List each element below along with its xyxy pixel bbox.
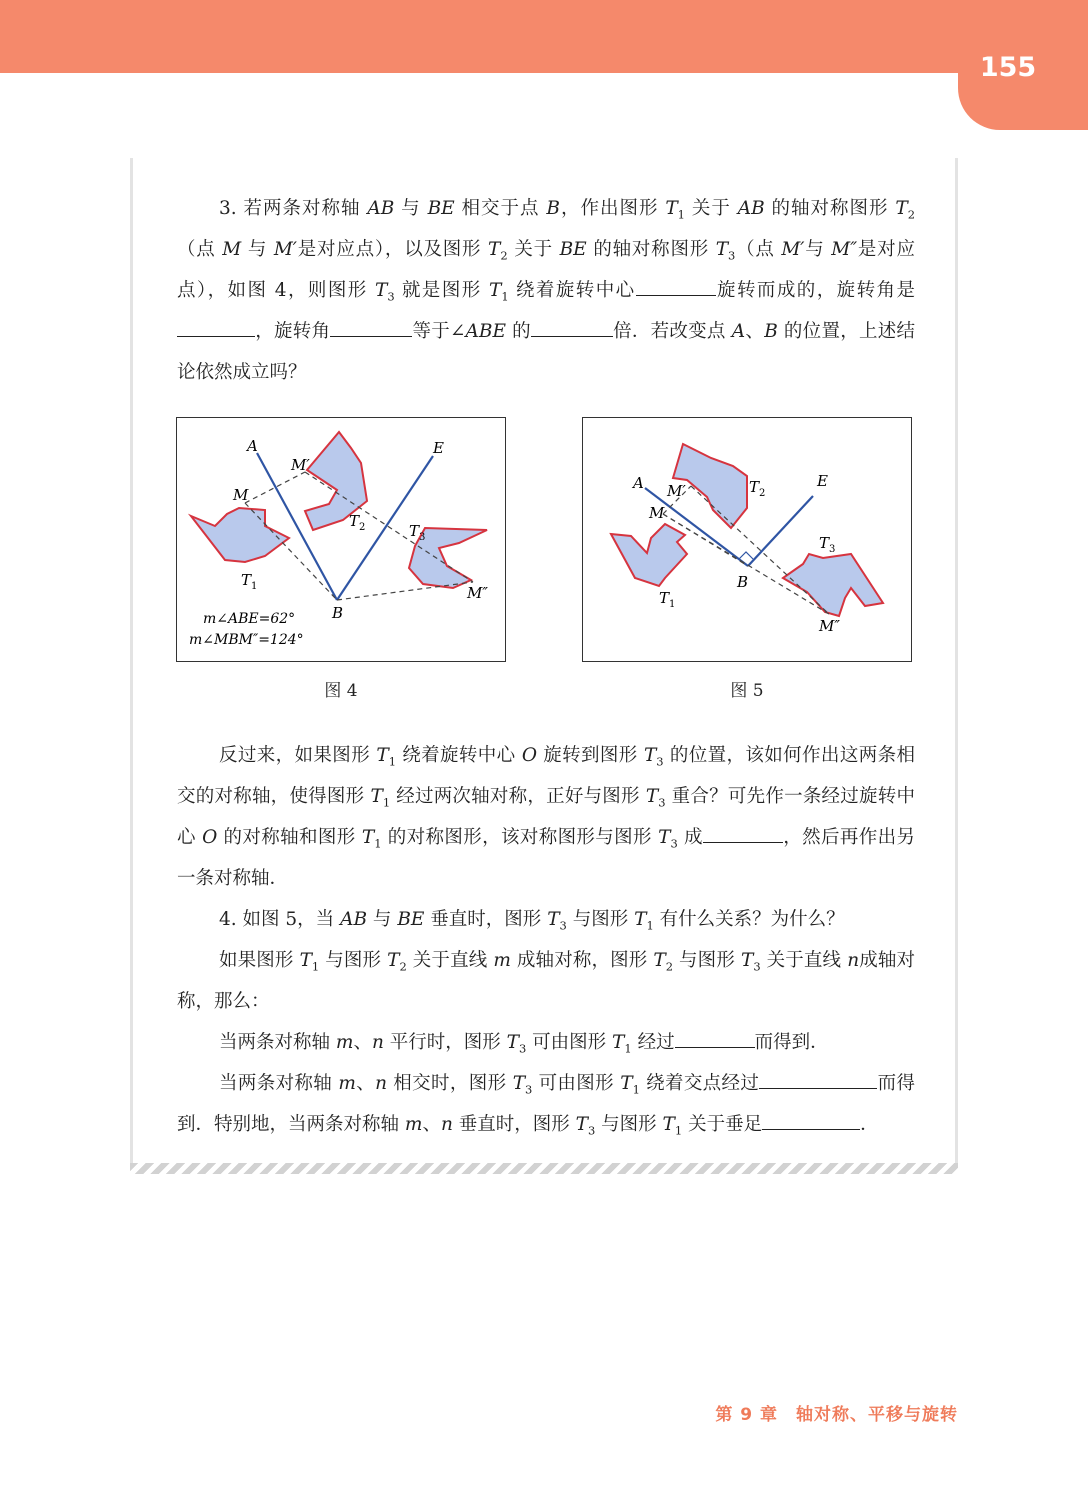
chapter-title: 轴对称、平移与旋转: [796, 1405, 958, 1425]
blank-multiple[interactable]: [531, 318, 613, 337]
measure-abe: m∠ABE=62°: [203, 611, 296, 627]
paragraph-intersect: 当两条对称轴 m、n 相交时，图形 $T_3$ 可由图形 $T_1$ 绕着交点经过 而得到．特别地，当两条对称轴 m、n 垂直时，图形 $T_3$ 与图形 $T_1$ 关于垂足 ．: [177, 1063, 915, 1145]
label-m-double-prime: M″: [819, 617, 840, 635]
paragraph-if: 如果图形 $T_1$ 与图形 $T_2$ 关于直线 m 成轴对称，图形 $T_2$ 与图形 $T_3$ 关于直线 n成轴对称，那么：: [177, 950, 916, 1012]
shape-t1: [611, 524, 687, 586]
blank-rotation-angle[interactable]: [177, 318, 255, 337]
label-m: M: [649, 504, 665, 522]
blank-relation[interactable]: [703, 824, 783, 843]
right-angle-mark: [739, 552, 753, 559]
measure-mbm: m∠MBM″=124°: [189, 632, 304, 648]
figure-4: [176, 417, 506, 662]
chapter-footer: [600, 1400, 958, 1425]
label-a: A: [633, 474, 644, 492]
paragraph-reverse: 反过来，如果图形 $T_1$ 绕着旋转中心 O 旋转到图形 $T_3$ 的位置，该如何作出这两条相交的对称轴，使得图形 $T_1$ 经过两次轴对称，正好与图形 $T_3$ 重合？可先作一条经过旋转中心 O 的对称轴和图形 $T_1$ 的对称图形，该对称图形与图形 $T_3$ 成 ，然后再作出另一条对称轴．: [177, 745, 915, 889]
label-m-double-prime: M″: [467, 584, 488, 602]
upper-text: [177, 188, 915, 393]
figure-5-caption: 图 5: [730, 681, 764, 701]
chapter-number: 第 9 章: [715, 1405, 778, 1425]
blank-symmetry[interactable]: [762, 1111, 860, 1130]
blank-translation[interactable]: [675, 1029, 755, 1048]
label-t3: $T_3$: [819, 534, 836, 555]
label-b: B: [332, 604, 344, 622]
label-t1: $T_1$: [659, 589, 676, 610]
top-band: [0, 0, 1088, 73]
problem-3: 3. 若两条对称轴 AB 与 BE 相交于点 B，作出图形 $T_1$ 关于 AB 的轴对称图形 $T_2$（点 M 与 M′是对应点），以及图形 $T_2$ 关于 BE 的轴对称图形 $T_3$（点 M′与 M″是对应点），如图 4，则图形 $T_3$ 就是图形 $T_1$ 绕着旋转中心 旋转而成的，旋转角是，旋转角 等于∠ABE 的 倍．若改变点 A、B 的位置，上述结论依然成立吗？: [177, 198, 916, 383]
label-e: E: [817, 472, 828, 490]
figure-4-caption: 图 4: [324, 681, 358, 701]
label-t1: $T_1$: [241, 571, 258, 592]
blank-angle-measure[interactable]: [330, 318, 412, 337]
label-t2: $T_2$: [749, 478, 766, 499]
label-m-prime: M′: [667, 482, 686, 500]
problem-4: 4. 如图 5，当 AB 与 BE 垂直时，图形 $T_3$ 与图形 $T_1$ 有什么关系？为什么？: [219, 909, 845, 933]
label-a: A: [247, 437, 258, 455]
label-t3: $T_3$: [409, 522, 426, 543]
lower-text: [177, 735, 915, 1145]
frame-hatch-divider: [130, 1163, 958, 1174]
label-m: M: [233, 486, 249, 504]
page-number: 155: [979, 52, 1037, 83]
shape-t1: [191, 508, 289, 562]
label-t2: $T_2$: [349, 512, 366, 533]
blank-rotation[interactable]: [759, 1070, 877, 1089]
paragraph-parallel: 当两条对称轴 m、n 平行时，图形 $T_3$ 可由图形 $T_1$ 经过 而得到．: [177, 1022, 915, 1063]
axis-be: [748, 496, 813, 566]
blank-rotation-center[interactable]: [636, 277, 716, 296]
label-e: E: [433, 439, 444, 457]
figure-5: [582, 417, 912, 662]
label-b: B: [737, 573, 749, 591]
label-m-prime: M′: [291, 456, 310, 474]
